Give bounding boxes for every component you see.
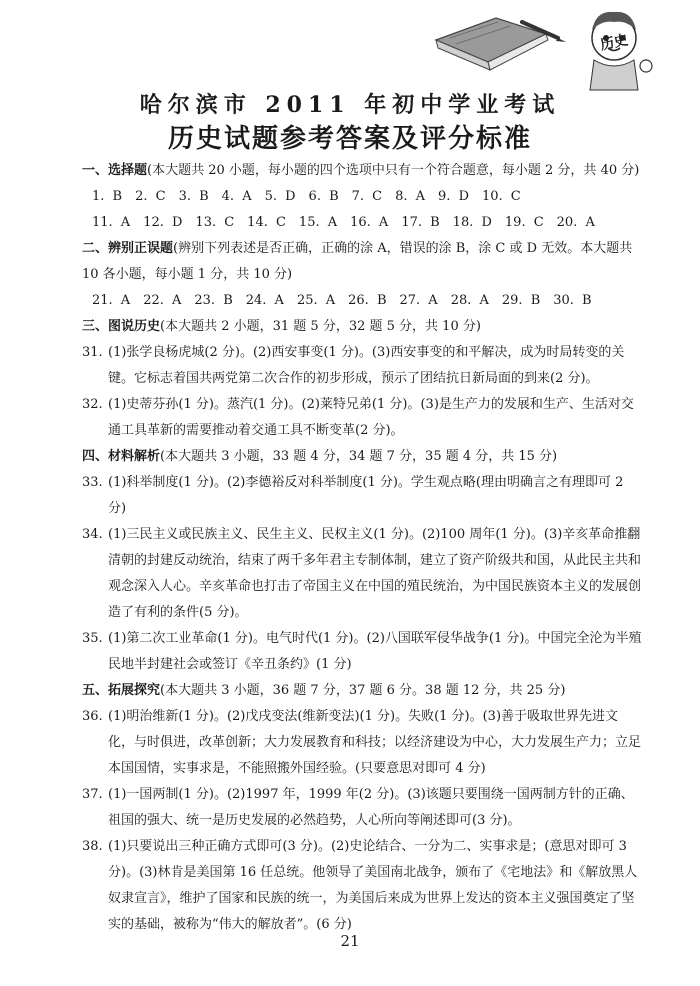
question-answer bbox=[82, 470, 642, 522]
question-answer-text: (1)张学良杨虎城(2 分)。(2)西安事变(1 分)。(3)西安事变的和平解决，成为时局转变的关键。它标志着国共两党第二次合作的初步形成，预示了团结抗日新局面的到来(2 分)。 bbox=[108, 345, 625, 386]
question-answer bbox=[82, 626, 642, 678]
question-answer bbox=[82, 522, 642, 626]
subject-tag: 历史 bbox=[598, 32, 630, 54]
answer-row: 1. B 2. C 3. B 4. A 5. D 6. B 7. C 8. A 9. D 10. C bbox=[92, 189, 521, 204]
section-note: (本大题共 20 小题，每小题的四个选项中只有一个符合题意，每小题 2 分，共 40 分) bbox=[147, 163, 640, 178]
question-answer-text: (1)明治维新(1 分)。(2)戊戌变法(维新变法)(1 分)。失败(1 分)。(3)善于吸取世界先进文化，与时俱进，改革创新；大力发展教育和科技；以经济建设为中心，大力发展生产力；立足本国国情，实事求是，不能照搬外国经验。(只要意思对即可 4 分) bbox=[108, 709, 642, 776]
question-answer-text: (1)科举制度(1 分)。(2)李德裕反对科举制度(1 分)。学生观点略(理由明确言之有理即可 2 分) bbox=[108, 475, 624, 516]
section-heading bbox=[82, 444, 642, 470]
question-number: 34. bbox=[82, 527, 103, 542]
page-number: 21 bbox=[340, 932, 360, 950]
section-title: 一、选择题 bbox=[82, 163, 148, 178]
answer-row: 11. A 12. D 13. C 14. C 15. A 16. A 17. B 18. D 19. C 20. A bbox=[92, 215, 595, 230]
section-note: (辨别下列表述是否正确，正确的涂 A，错误的涂 B，涂 C 或 D 无效。本大题共 10 各小题，每小题 1 分，共 10 分) bbox=[82, 241, 633, 282]
section-title: 二、辨别正误题 bbox=[82, 241, 174, 256]
question-answer bbox=[82, 704, 642, 782]
question-number: 33. bbox=[82, 475, 103, 490]
question-number: 31. bbox=[82, 345, 103, 360]
section-title: 五、拓展探究 bbox=[82, 683, 161, 698]
question-answer bbox=[82, 392, 642, 444]
section-note: (本大题共 3 小题，36 题 7 分，37 题 6 分。38 题 12 分，共 25 分) bbox=[160, 683, 566, 698]
question-answer bbox=[82, 340, 642, 392]
section-title: 四、材料解析 bbox=[82, 449, 161, 464]
section-heading bbox=[82, 236, 642, 288]
question-answer bbox=[82, 782, 642, 834]
section-note: (本大题共 2 小题，31 题 5 分，32 题 5 分，共 10 分) bbox=[160, 319, 481, 334]
exam-title: 哈尔滨市 2011 年初中学业考试 bbox=[139, 92, 561, 118]
question-answer bbox=[82, 834, 642, 938]
question-answer-text: (1)第二次工业革命(1 分)。电气时代(1 分)。(2)八国联军侵华战争(1 分)。中国完全沦为半殖民地半封建社会或签订《辛丑条约》(1 分) bbox=[108, 631, 642, 672]
question-number: 35. bbox=[82, 631, 103, 646]
cartoon-student-icon bbox=[590, 12, 652, 90]
question-answer-text: (1)只要说出三种正确方式即可(3 分)。(2)史论结合、一分为二、实事求是；(意思对即可 3 分)。(3)林肯是美国第 16 任总统。他领导了美国南北战争，颁布了《宅地法》和《解放黑人奴隶宣言》，维护了国家和民族的统一，为美国后来成为世界上发达的资本主义强国奠定了坚实的基础，被称为“伟大的解放者”。(6 分) bbox=[108, 839, 638, 932]
section-title: 三、图说历史 bbox=[82, 319, 161, 334]
document-subtitle: 历史试题参考答案及评分标准 bbox=[167, 124, 532, 154]
section-heading bbox=[82, 158, 642, 184]
question-answer-text: (1)一国两制(1 分)。(2)1997 年，1999 年(2 分)。(3)该题只要围绕一国两制方针的正确、祖国的强大、统一是历史发展的必然趋势，人心所向等阐述即可(3 分)。 bbox=[108, 787, 634, 828]
question-answer-text: (1)史蒂芬孙(1 分)。蒸汽(1 分)。(2)莱特兄弟(1 分)。(3)是生产力的发展和生产、生活对交通工具革新的需要推动着交通工具不断变革(2 分)。 bbox=[108, 397, 634, 438]
question-number: 38. bbox=[82, 839, 103, 854]
answer-row: 21. A 22. A 23. B 24. A 25. A 26. B 27. A 28. A 29. B 30. B bbox=[92, 293, 592, 308]
question-number: 36. bbox=[82, 709, 103, 724]
question-number: 37. bbox=[82, 787, 103, 802]
question-number: 32. bbox=[82, 397, 103, 412]
section-heading bbox=[82, 678, 642, 704]
question-answer-text: (1)三民主义或民族主义、民生主义、民权主义(1 分)。(2)100 周年(1 分)。(3)辛亥革命推翻清朝的封建反动统治，结束了两千多年君主专制体制，建立了资产阶级共和国，从此民主共和观念深入人心。辛亥革命也打击了帝国主义在中国的殖民统治，为中国民族资本主义的发展创造了有利的条件(5 分)。 bbox=[108, 527, 642, 620]
section-note: (本大题共 3 小题，33 题 4 分，34 题 7 分，35 题 4 分，共 15 分) bbox=[160, 449, 558, 464]
answer-content bbox=[82, 158, 642, 938]
section-heading bbox=[82, 314, 642, 340]
